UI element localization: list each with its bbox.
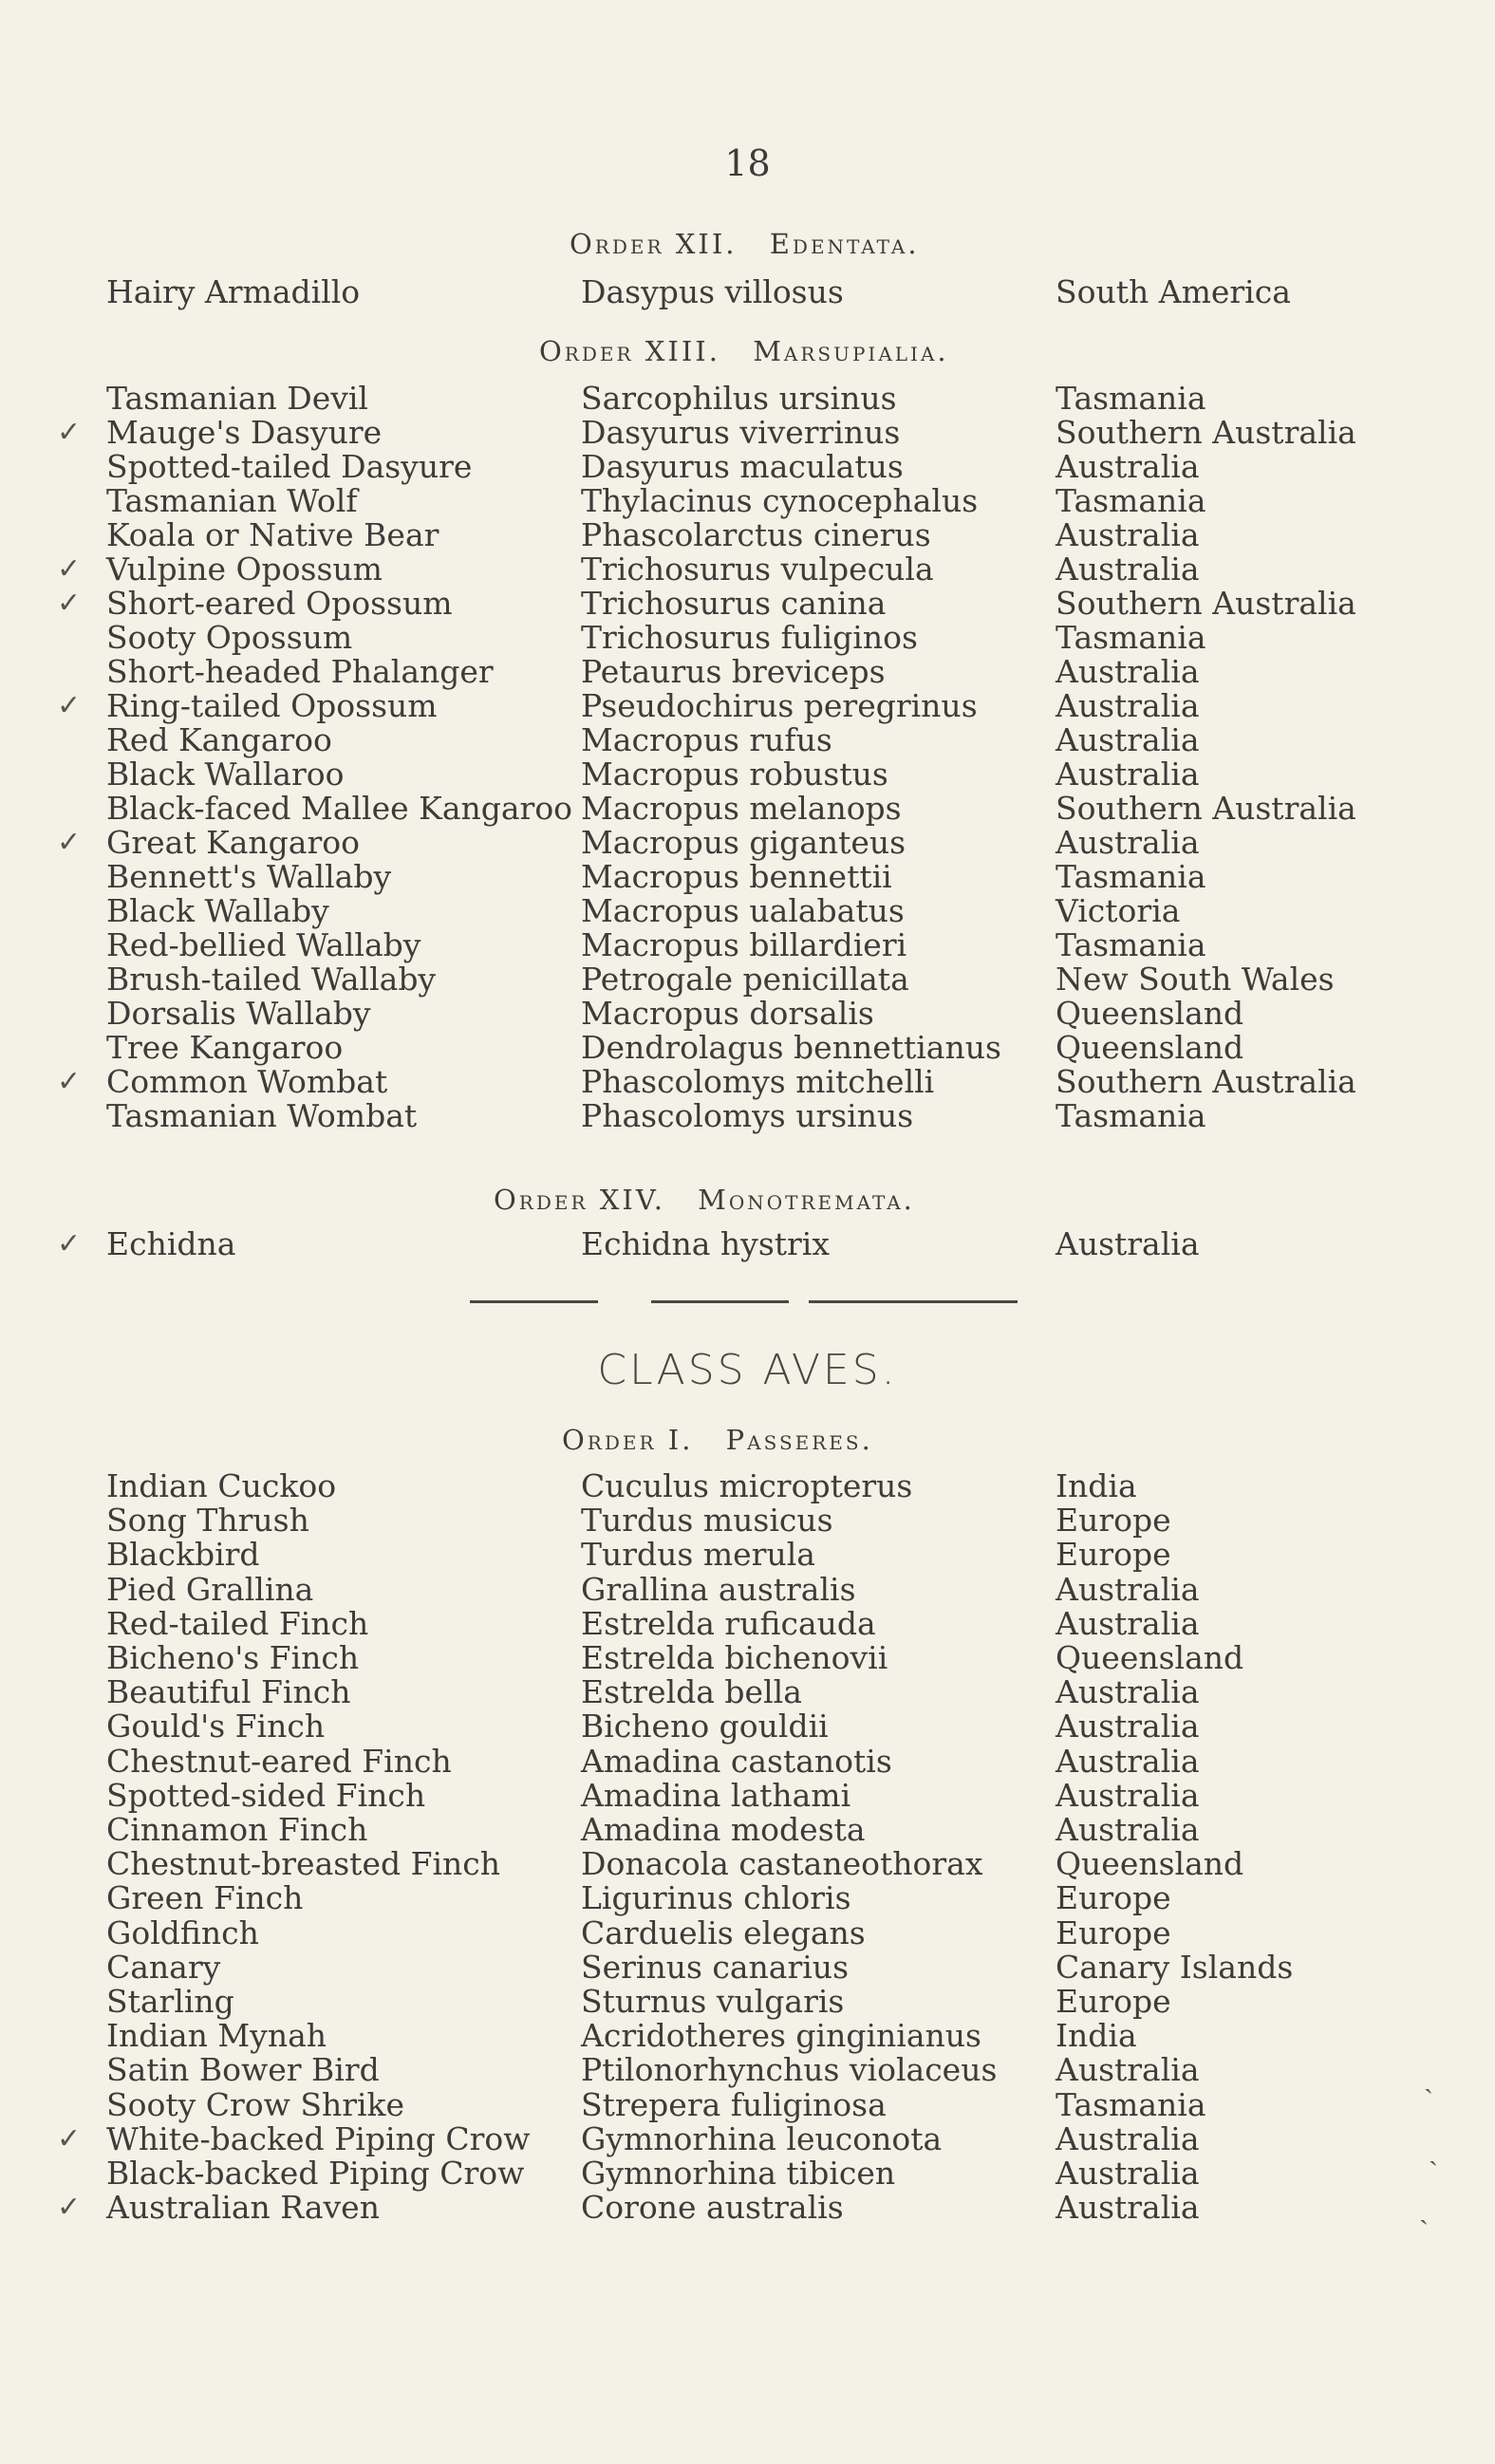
common-name: Red-tailed Finch xyxy=(106,1604,369,1642)
table-row xyxy=(0,689,1495,723)
divider-rule xyxy=(470,1300,598,1303)
region: Tasmania xyxy=(1056,1097,1206,1134)
order-name: Monotremata. xyxy=(698,1184,915,1216)
region: Tasmania xyxy=(1056,858,1206,895)
table-row xyxy=(0,484,1495,518)
latin-name: Grallina australis xyxy=(581,1570,856,1608)
table-row xyxy=(0,826,1495,860)
region: Australia xyxy=(1056,2119,1200,2157)
order-number: Order XII. xyxy=(570,228,738,260)
table-row xyxy=(0,450,1495,484)
common-name: Song Thrush xyxy=(106,1502,309,1540)
latin-name: Phascolomys mitchelli xyxy=(581,1063,935,1100)
region: Australia xyxy=(1056,1708,1200,1745)
region: South America xyxy=(1056,273,1291,310)
divider-rule xyxy=(809,1300,1018,1303)
common-name: Black-faced Mallee Kangaroo xyxy=(106,790,573,827)
order-name: Edentata. xyxy=(769,228,920,260)
common-name: Chestnut-eared Finch xyxy=(106,1742,452,1780)
class-title: CLASS AVES. xyxy=(597,1346,898,1394)
order-heading-edentata xyxy=(570,228,920,260)
common-name: Australian Raven xyxy=(106,2189,380,2227)
latin-name: Cuculus micropterus xyxy=(581,1467,913,1504)
table-row xyxy=(0,1985,1495,2019)
latin-name: Phascolomys ursinus xyxy=(581,1097,914,1134)
table-row xyxy=(0,1065,1495,1099)
common-name: Spotted-sided Finch xyxy=(106,1776,426,1814)
region: India xyxy=(1056,2017,1137,2055)
divider-rule xyxy=(651,1300,789,1303)
region: Australia xyxy=(1056,1742,1200,1780)
common-name: Tree Kangaroo xyxy=(106,1029,344,1066)
common-name: Short-headed Phalanger xyxy=(106,653,494,690)
latin-name: Macropus robustus xyxy=(581,756,888,793)
latin-name: Macropus giganteus xyxy=(581,824,906,861)
latin-name: Estrelda bella xyxy=(581,1673,802,1711)
common-name: Green Finch xyxy=(106,1879,304,1917)
region: Tasmania xyxy=(1056,2085,1206,2123)
table-row xyxy=(0,1881,1495,1915)
order-number: Order XIII. xyxy=(539,335,720,367)
check-mark-icon: ✓ xyxy=(57,689,82,722)
latin-name: Amadina castanotis xyxy=(581,1742,892,1780)
table-row xyxy=(0,1503,1495,1538)
common-name: Spotted-tailed Dasyure xyxy=(106,448,473,485)
region: Southern Australia xyxy=(1056,585,1356,622)
region: Australia xyxy=(1056,551,1200,588)
table-row xyxy=(0,2156,1495,2191)
table-row xyxy=(0,1469,1495,1503)
common-name: Black-backed Piping Crow xyxy=(106,2155,525,2192)
check-mark-icon: ✓ xyxy=(57,2191,82,2225)
region: Australia xyxy=(1056,824,1200,861)
region: Tasmania xyxy=(1056,619,1206,656)
region: Australia xyxy=(1056,1673,1200,1711)
common-name: Ring-tailed Opossum xyxy=(106,687,438,724)
region: Australia xyxy=(1056,2189,1200,2227)
latin-name: Petrogale penicillata xyxy=(581,961,909,998)
table-row xyxy=(0,1031,1495,1065)
region: Victoria xyxy=(1056,892,1181,929)
latin-name: Dasypus villosus xyxy=(581,273,844,310)
latin-name: Dendrolagus bennettianus xyxy=(581,1029,1001,1066)
region: Tasmania xyxy=(1056,482,1206,519)
common-name: Tasmanian Wolf xyxy=(106,482,358,519)
latin-name: Thylacinus cynocephalus xyxy=(581,482,979,519)
check-mark-icon: ✓ xyxy=(57,1065,82,1098)
table-row xyxy=(0,1099,1495,1133)
table-row xyxy=(0,552,1495,587)
latin-name: Gymnorhina leuconota xyxy=(581,2119,943,2157)
table-row xyxy=(0,621,1495,655)
latin-name: Ptilonorhynchus violaceus xyxy=(581,2051,998,2089)
common-name: Black Wallaby xyxy=(106,892,329,929)
table-row xyxy=(0,1641,1495,1675)
region: Europe xyxy=(1056,1536,1171,1574)
region: Australia xyxy=(1056,1811,1200,1848)
table-row xyxy=(0,997,1495,1031)
latin-name: Macropus melanops xyxy=(581,790,902,827)
region: Queensland xyxy=(1056,995,1244,1032)
latin-name: Phascolarctus cinerus xyxy=(581,516,931,553)
common-name: Blackbird xyxy=(106,1536,260,1574)
region: Queensland xyxy=(1056,1845,1244,1883)
table-row xyxy=(0,382,1495,416)
latin-name: Ligurinus chloris xyxy=(581,1879,851,1917)
latin-name: Dasyurus viverrinus xyxy=(581,414,901,451)
common-name: Goldfinch xyxy=(106,1913,259,1951)
table-row xyxy=(0,1675,1495,1709)
table-row xyxy=(0,587,1495,621)
region: Europe xyxy=(1056,1879,1171,1917)
table-row xyxy=(0,275,1495,309)
latin-name: Amadina modesta xyxy=(581,1811,866,1848)
region: Southern Australia xyxy=(1056,414,1356,451)
common-name: Sooty Opossum xyxy=(106,619,353,656)
latin-name: Acridotheres ginginianus xyxy=(581,2017,981,2055)
margin-mark: ˎ xyxy=(1424,2062,1433,2095)
common-name: Common Wombat xyxy=(106,1063,388,1100)
latin-name: Turdus musicus xyxy=(581,1502,833,1540)
latin-name: Strepera fuliginosa xyxy=(581,2085,887,2123)
latin-name: Gymnorhina tibicen xyxy=(581,2155,896,2192)
check-mark-icon: ✓ xyxy=(57,2121,82,2156)
common-name: Gould's Finch xyxy=(106,1708,326,1745)
region: Australia xyxy=(1056,1570,1200,1608)
common-name: Chestnut-breasted Finch xyxy=(106,1845,501,1883)
region: Australia xyxy=(1056,721,1200,758)
region: Australia xyxy=(1056,1776,1200,1814)
latin-name: Echidna hystrix xyxy=(581,1225,830,1262)
table-row xyxy=(0,1948,1495,1986)
common-name: Indian Cuckoo xyxy=(106,1467,337,1504)
common-name: Red Kangaroo xyxy=(106,721,332,758)
table-row xyxy=(0,2119,1495,2157)
common-name: Beautiful Finch xyxy=(106,1673,351,1711)
region: Tasmania xyxy=(1056,380,1206,417)
order-heading-monotremata xyxy=(494,1184,915,1216)
table-row xyxy=(0,416,1495,450)
region: Australia xyxy=(1056,1225,1200,1262)
table-row xyxy=(0,1604,1495,1642)
latin-name: Sarcophilus ursinus xyxy=(581,380,897,417)
latin-name: Estrelda ruficauda xyxy=(581,1604,876,1642)
latin-name: Macropus ualabatus xyxy=(581,892,905,929)
table-row xyxy=(0,962,1495,997)
region: Australia xyxy=(1056,756,1200,793)
region: Southern Australia xyxy=(1056,1063,1356,1100)
common-name: Great Kangaroo xyxy=(106,824,360,861)
common-name: Brush-tailed Wallaby xyxy=(106,961,437,998)
region: Queensland xyxy=(1056,1029,1244,1066)
margin-mark: ˏ xyxy=(1429,2134,1438,2167)
latin-name: Corone australis xyxy=(581,2189,844,2227)
order-name: Passeres. xyxy=(725,1424,873,1456)
check-mark-icon: ✓ xyxy=(57,587,82,620)
table-row xyxy=(0,518,1495,552)
common-name: Bicheno's Finch xyxy=(106,1639,360,1676)
table-row xyxy=(0,1776,1495,1814)
region: New South Wales xyxy=(1056,961,1335,998)
table-row xyxy=(0,757,1495,792)
region: Tasmania xyxy=(1056,926,1206,963)
latin-name: Dasyurus maculatus xyxy=(581,448,904,485)
page-number: 18 xyxy=(724,142,771,184)
latin-name: Macropus dorsalis xyxy=(581,995,874,1032)
latin-name: Petaurus breviceps xyxy=(581,653,886,690)
latin-name: Turdus merula xyxy=(581,1536,815,1574)
table-row xyxy=(0,1913,1495,1951)
common-name: Tasmanian Devil xyxy=(106,380,368,417)
table-row xyxy=(0,723,1495,757)
region: Australia xyxy=(1056,687,1200,724)
latin-name: Trichosurus fuliginos xyxy=(581,619,918,656)
order-heading-marsupialia xyxy=(539,335,949,367)
table-row xyxy=(0,2019,1495,2053)
region: Australia xyxy=(1056,2155,1200,2192)
table-row xyxy=(0,2053,1495,2087)
common-name: Cinnamon Finch xyxy=(106,1811,368,1848)
table-row xyxy=(0,792,1495,826)
region: Europe xyxy=(1056,1502,1171,1540)
table-row xyxy=(0,1570,1495,1608)
common-name: Short-eared Opossum xyxy=(106,585,453,622)
region: Australia xyxy=(1056,448,1200,485)
check-mark-icon: ✓ xyxy=(57,416,82,449)
table-row xyxy=(0,928,1495,962)
common-name: Pied Grallina xyxy=(106,1570,314,1608)
order-heading-passeres xyxy=(562,1424,873,1456)
latin-name: Sturnus vulgaris xyxy=(581,1983,845,2020)
common-name: Hairy Armadillo xyxy=(106,273,361,310)
check-mark-icon: ✓ xyxy=(57,552,82,586)
common-name: Red-bellied Wallaby xyxy=(106,926,421,963)
table-row xyxy=(0,2085,1495,2123)
latin-name: Donacola castaneothorax xyxy=(581,1845,983,1883)
latin-name: Bicheno gouldii xyxy=(581,1708,829,1745)
common-name: Vulpine Opossum xyxy=(106,551,383,588)
region: Australia xyxy=(1056,2051,1200,2089)
latin-name: Serinus canarius xyxy=(581,1948,849,1986)
latin-name: Amadina lathami xyxy=(581,1776,851,1814)
region: Southern Australia xyxy=(1056,790,1356,827)
common-name: Satin Bower Bird xyxy=(106,2051,380,2089)
common-name: Koala or Native Bear xyxy=(106,516,439,553)
table-row xyxy=(0,2191,1495,2225)
region: Canary Islands xyxy=(1056,1948,1294,1986)
latin-name: Pseudochirus peregrinus xyxy=(581,687,978,724)
latin-name: Macropus bennettii xyxy=(581,858,892,895)
table-row xyxy=(0,860,1495,894)
region: India xyxy=(1056,1467,1137,1504)
order-number: Order I. xyxy=(562,1424,694,1456)
table-row xyxy=(0,1538,1495,1572)
latin-name: Estrelda bichenovii xyxy=(581,1639,888,1676)
common-name: Bennett's Wallaby xyxy=(106,858,392,895)
common-name: Starling xyxy=(106,1983,234,2020)
region: Queensland xyxy=(1056,1639,1244,1676)
table-row xyxy=(0,655,1495,689)
region: Europe xyxy=(1056,1913,1171,1951)
latin-name: Trichosurus canina xyxy=(581,585,887,622)
check-mark-icon: ✓ xyxy=(57,826,82,859)
check-mark-icon: ✓ xyxy=(57,1227,82,1260)
table-row xyxy=(0,1742,1495,1780)
table-row xyxy=(0,1709,1495,1744)
region: Australia xyxy=(1056,653,1200,690)
order-name: Marsupialia. xyxy=(753,335,949,367)
order-number: Order XIV. xyxy=(494,1184,665,1216)
region: Australia xyxy=(1056,1604,1200,1642)
margin-mark: ˎ xyxy=(1419,2193,1429,2226)
region: Australia xyxy=(1056,516,1200,553)
table-row xyxy=(0,894,1495,928)
common-name: Indian Mynah xyxy=(106,2017,327,2055)
common-name: Canary xyxy=(106,1948,221,1986)
table-row xyxy=(0,1813,1495,1847)
latin-name: Trichosurus vulpecula xyxy=(581,551,934,588)
common-name: Sooty Crow Shrike xyxy=(106,2085,405,2123)
common-name: Dorsalis Wallaby xyxy=(106,995,371,1032)
table-row xyxy=(0,1227,1495,1261)
region: Europe xyxy=(1056,1983,1171,2020)
table-row xyxy=(0,1847,1495,1881)
latin-name: Macropus rufus xyxy=(581,721,832,758)
common-name: White-backed Piping Crow xyxy=(106,2119,531,2157)
common-name: Echidna xyxy=(106,1225,236,1262)
common-name: Mauge's Dasyure xyxy=(106,414,383,451)
latin-name: Carduelis elegans xyxy=(581,1913,866,1951)
common-name: Tasmanian Wombat xyxy=(106,1097,418,1134)
latin-name: Macropus billardieri xyxy=(581,926,907,963)
common-name: Black Wallaroo xyxy=(106,756,345,793)
